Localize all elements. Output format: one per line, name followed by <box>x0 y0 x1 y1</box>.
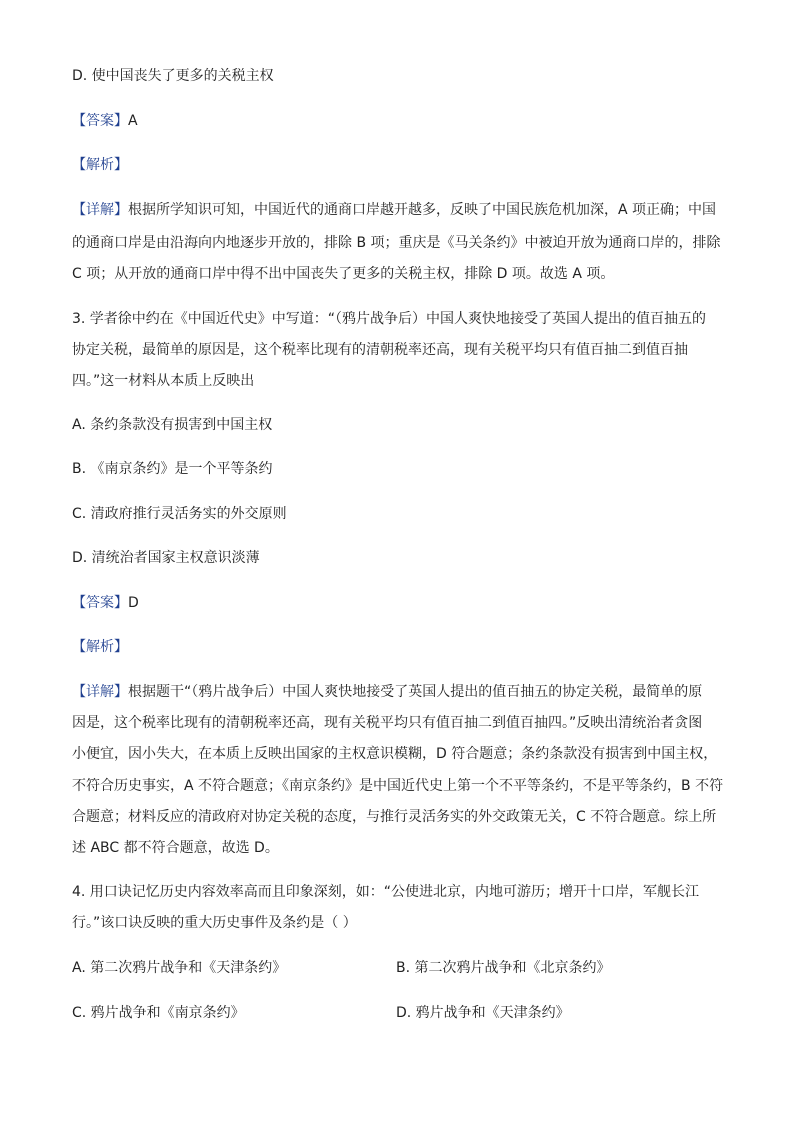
q3-detail-line-1 <box>72 682 702 702</box>
q3-detail-line-4: 不符合历史事实，A 不符合题意；《南京条约》是中国近代史上第一个不平等条约，不是平等条约，B 不符 <box>72 778 724 794</box>
q3-option-b: B. 《南京条约》是一个平等条约 <box>72 461 273 477</box>
q2-answer <box>72 111 138 131</box>
q4-stem-line-1: 4. 用口诀记忆历史内容效率高而且印象深刻，如：“公使进北京，内地可游历；增开十口岸，军舰长江 <box>72 884 700 900</box>
q3-answer <box>72 593 139 613</box>
q3-answer-value: D <box>128 595 139 611</box>
q3-answer-tag: 【答案】 <box>72 595 128 611</box>
q4-option-a: A. 第二次鸦片战争和《天津条约》 <box>72 960 287 976</box>
q4-stem-line-2: 行。”该口诀反映的重大历史事件及条约是（ ） <box>72 915 357 931</box>
q3-detail-line-5: 合题意；材料反应的清政府对协定关税的态度，与推行灵活务实的外交政策无关，C 不符合题意。综上所 <box>72 809 717 825</box>
q2-detail-line-2: 的通商口岸是由沿海向内地逐步开放的，排除 B 项；重庆是《马关条约》中被迫开放为通商口岸的，排除 <box>72 235 721 251</box>
q3-detail-text-1: 根据题干“（鸦片战争后）中国人爽快地接受了英国人提出的值百抽五的协定关税，最简单的原 <box>128 684 703 700</box>
q3-analysis-tag: 【解析】 <box>72 639 128 655</box>
q2-detail-line-3: C 项；从开放的通商口岸中得不出中国丧失了更多的关税主权，排除 D 项。故选 A 项。 <box>72 266 615 282</box>
q3-detail-line-3: 小便宜，因小失大，在本质上反映出国家的主权意识模糊，D 符合题意；条约条款没有损害到中国主权， <box>72 746 718 762</box>
q3-option-a: A. 条约条款没有损害到中国主权 <box>72 417 273 433</box>
q3-detail-line-2: 因是，这个税率比现有的清朝税率还高，现有关税平均只有值百抽二到值百抽四。”反映出清统治者贪图 <box>72 715 703 731</box>
q2-option-d: D. 使中国丧失了更多的关税主权 <box>72 68 274 84</box>
q4-option-b: B. 第二次鸦片战争和《北京条约》 <box>396 960 611 976</box>
q2-detail-tag: 【详解】 <box>72 202 128 218</box>
q3-option-d: D. 清统治者国家主权意识淡薄 <box>72 550 260 566</box>
q2-answer-value: A <box>128 113 138 129</box>
q3-stem-line-1: 3. 学者徐中约在《中国近代史》中写道：“（鸦片战争后）中国人爽快地接受了英国人提出的值百抽五的 <box>72 311 707 327</box>
q3-stem-line-2: 协定关税，最简单的原因是，这个税率比现有的清朝税率还高，现有关税平均只有值百抽二到值百抽 <box>72 342 688 358</box>
q2-analysis-tag: 【解析】 <box>72 157 128 173</box>
q3-stem-line-3: 四。”这一材料从本质上反映出 <box>72 373 255 389</box>
q3-option-c: C. 清政府推行灵活务实的外交原则 <box>72 506 287 522</box>
q2-detail-line-1 <box>72 200 716 220</box>
q2-detail-text-1: 根据所学知识可知，中国近代的通商口岸越开越多，反映了中国民族危机加深，A 项正确；中国 <box>128 202 717 218</box>
q2-answer-tag: 【答案】 <box>72 113 128 129</box>
q3-detail-line-6: 述 ABC 都不符合题意，故选 D。 <box>72 840 279 856</box>
q4-option-c: C. 鸦片战争和《南京条约》 <box>72 1005 245 1021</box>
q4-option-d: D. 鸦片战争和《天津条约》 <box>396 1005 570 1021</box>
q3-detail-tag: 【详解】 <box>72 684 128 700</box>
